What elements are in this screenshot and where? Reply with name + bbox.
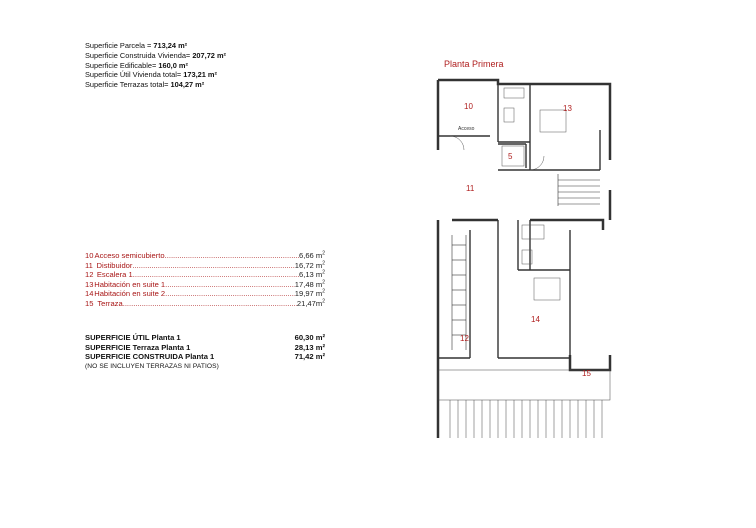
plan-walls [438,80,610,438]
summary-line: Superficie Parcela = 713,24 m² [85,41,188,50]
room-list [85,251,325,309]
total-row: SUPERFICIE Terraza Planta 1 28,13 m² [85,342,325,352]
room-row: 14 Habitación en suite 2 ..... 19,97 $m^2$ [85,289,325,299]
room-label-13: 13 [563,104,572,113]
room-label-11: 11 [466,184,475,193]
room-row: 10 Acceso semicubierto ..... 6,66 $m^2$ [85,251,325,261]
summary-line: Superficie Edificable= 160,0 m² [85,60,188,70]
plan-fixtures [450,88,566,300]
summary-line: Superficie Útil Vivienda total= 173,21 m² [85,70,217,80]
totals-block [85,333,325,371]
room-row: 15 Terraza ..... $21,47m^2$ [85,299,325,309]
total-row: SUPERFICIE ÚTIL Planta 1 60,30 m² [85,333,325,342]
room-label-14: 14 [531,315,540,324]
acceso-label: Acceso [458,126,475,132]
plan-stairs-lower [452,235,466,350]
room-row: 13 Habitación en suite 1 ..... 17,48 $m^2$ [85,280,325,290]
floor-plan [430,70,626,442]
plan-stairs-upper [558,174,600,206]
plan-title: Planta Primera [444,59,504,69]
exclusion-note: (NO SE INCLUYEN TERRAZAS NI PATIOS) [85,362,219,370]
plan-terrace-railing [438,370,610,438]
room-label-5: 5 [508,152,513,161]
total-row: SUPERFICIE CONSTRUIDA Planta 1 71,42 m² [85,352,325,362]
room-row: 12 Escalera 1 ..... 6,13 $m^2$ [85,270,325,280]
room-label-15: 15 [582,369,591,378]
room-label-12: 12 [460,334,469,343]
summary-line: Superficie Construida Vivienda= 207,72 m² [85,50,227,60]
room-row: 11 Distibuidor ..... 16,72 $m^2$ [85,261,325,271]
room-label-10: 10 [464,102,473,111]
summary-line: Superficie Terrazas total= 104,27 m² [85,80,205,90]
surface-summary [85,41,226,90]
